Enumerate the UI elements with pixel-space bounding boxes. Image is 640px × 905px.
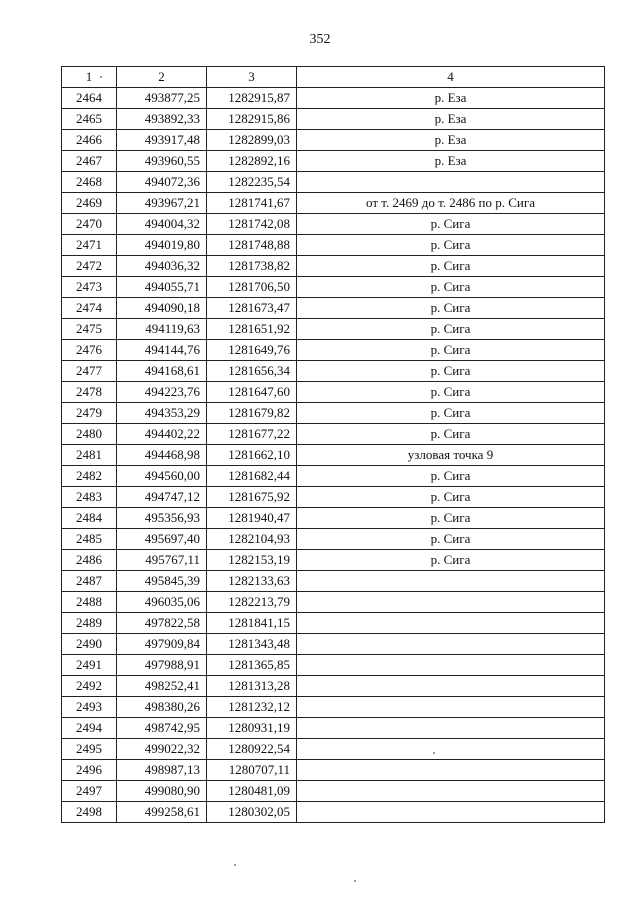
- table-row: [62, 739, 605, 760]
- x-coordinate-cell: 497822,58: [117, 613, 207, 634]
- x-coordinate-cell: 494747,12: [117, 487, 207, 508]
- description-cell: р. Сига: [297, 340, 605, 361]
- y-coordinate-cell: 1280707,11: [207, 760, 297, 781]
- x-coordinate-cell: 498380,26: [117, 697, 207, 718]
- point-number-cell: 2484: [62, 508, 117, 529]
- y-coordinate-cell: 1282899,03: [207, 130, 297, 151]
- x-coordinate-cell: 494055,71: [117, 277, 207, 298]
- description-cell: р. Сига: [297, 214, 605, 235]
- x-coordinate-cell: 495356,93: [117, 508, 207, 529]
- y-coordinate-cell: 1281940,47: [207, 508, 297, 529]
- point-number-cell: 2486: [62, 550, 117, 571]
- table-row: [62, 592, 605, 613]
- description-cell: р. Сига: [297, 256, 605, 277]
- y-coordinate-cell: 1280481,09: [207, 781, 297, 802]
- y-coordinate-cell: 1282915,87: [207, 88, 297, 109]
- x-coordinate-cell: 493967,21: [117, 193, 207, 214]
- table-row: [62, 109, 605, 130]
- page-number: 352: [309, 32, 331, 47]
- table-row: [62, 193, 605, 214]
- x-coordinate-cell: 493917,48: [117, 130, 207, 151]
- description-cell: р. Сига: [297, 361, 605, 382]
- table-row: [62, 298, 605, 319]
- point-number-cell: 2471: [62, 235, 117, 256]
- table-row: [62, 718, 605, 739]
- x-coordinate-cell: 493877,25: [117, 88, 207, 109]
- x-coordinate-cell: 494072,36: [117, 172, 207, 193]
- x-coordinate-cell: 493892,33: [117, 109, 207, 130]
- point-number-cell: 2473: [62, 277, 117, 298]
- table-row: [62, 151, 605, 172]
- x-coordinate-cell: 497988,91: [117, 655, 207, 676]
- description-cell: [297, 592, 605, 613]
- description-cell: р. Сига: [297, 382, 605, 403]
- point-number-cell: 2465: [62, 109, 117, 130]
- y-coordinate-cell: 1281649,76: [207, 340, 297, 361]
- point-number-cell: 2476: [62, 340, 117, 361]
- table-row: [62, 760, 605, 781]
- description-cell: [297, 172, 605, 193]
- description-cell: [297, 718, 605, 739]
- x-coordinate-cell: 494090,18: [117, 298, 207, 319]
- x-coordinate-cell: 496035,06: [117, 592, 207, 613]
- point-number-cell: 2495: [62, 739, 117, 760]
- y-coordinate-cell: 1280931,19: [207, 718, 297, 739]
- scan-speck: [354, 880, 356, 882]
- point-number-cell: 2474: [62, 298, 117, 319]
- point-number-cell: 2480: [62, 424, 117, 445]
- description-cell: [297, 802, 605, 823]
- point-number-cell: 2464: [62, 88, 117, 109]
- table-row: [62, 550, 605, 571]
- point-number-cell: 2494: [62, 718, 117, 739]
- point-number-cell: 2483: [62, 487, 117, 508]
- y-coordinate-cell: 1281662,10: [207, 445, 297, 466]
- table-row: [62, 382, 605, 403]
- y-coordinate-cell: 1281651,92: [207, 319, 297, 340]
- y-coordinate-cell: 1281232,12: [207, 697, 297, 718]
- y-coordinate-cell: 1281841,15: [207, 613, 297, 634]
- table-row: [62, 781, 605, 802]
- table-row: [62, 88, 605, 109]
- y-coordinate-cell: 1281738,82: [207, 256, 297, 277]
- y-coordinate-cell: 1281682,44: [207, 466, 297, 487]
- point-number-cell: 2477: [62, 361, 117, 382]
- x-coordinate-cell: 495845,39: [117, 571, 207, 592]
- table-row: [62, 508, 605, 529]
- description-cell: р. Сига: [297, 550, 605, 571]
- description-cell: р. Сига: [297, 403, 605, 424]
- y-coordinate-cell: 1281677,22: [207, 424, 297, 445]
- description-cell: узловая точка 9: [297, 445, 605, 466]
- point-number-cell: 2466: [62, 130, 117, 151]
- point-number-cell: 2492: [62, 676, 117, 697]
- header-col-3: 3: [207, 67, 297, 88]
- table-header-row: [62, 67, 605, 88]
- point-number-cell: 2489: [62, 613, 117, 634]
- y-coordinate-cell: 1282104,93: [207, 529, 297, 550]
- table-row: [62, 424, 605, 445]
- table-row: [62, 613, 605, 634]
- x-coordinate-cell: 494019,80: [117, 235, 207, 256]
- y-coordinate-cell: 1281742,08: [207, 214, 297, 235]
- description-cell: [297, 655, 605, 676]
- y-coordinate-cell: 1280922,54: [207, 739, 297, 760]
- point-number-cell: 2493: [62, 697, 117, 718]
- x-coordinate-cell: 494223,76: [117, 382, 207, 403]
- description-cell: [297, 634, 605, 655]
- point-number-cell: 2488: [62, 592, 117, 613]
- x-coordinate-cell: 498252,41: [117, 676, 207, 697]
- x-coordinate-cell: 493960,55: [117, 151, 207, 172]
- description-cell: р. Сига: [297, 508, 605, 529]
- table-row: [62, 634, 605, 655]
- x-coordinate-cell: 494144,76: [117, 340, 207, 361]
- y-coordinate-cell: 1281673,47: [207, 298, 297, 319]
- description-cell: [297, 676, 605, 697]
- x-coordinate-cell: 497909,84: [117, 634, 207, 655]
- x-coordinate-cell: 499258,61: [117, 802, 207, 823]
- y-coordinate-cell: 1281675,92: [207, 487, 297, 508]
- description-cell: р. Сига: [297, 466, 605, 487]
- point-number-cell: 2491: [62, 655, 117, 676]
- table-row: [62, 172, 605, 193]
- y-coordinate-cell: 1282892,16: [207, 151, 297, 172]
- table-row: [62, 256, 605, 277]
- scan-speck: [100, 76, 102, 78]
- point-number-cell: 2482: [62, 466, 117, 487]
- table-row: [62, 319, 605, 340]
- coordinates-table: [61, 66, 605, 823]
- table-row: [62, 403, 605, 424]
- y-coordinate-cell: 1281741,67: [207, 193, 297, 214]
- table-row: [62, 277, 605, 298]
- x-coordinate-cell: 494168,61: [117, 361, 207, 382]
- table-row: [62, 445, 605, 466]
- description-cell: [297, 613, 605, 634]
- x-coordinate-cell: 499080,90: [117, 781, 207, 802]
- description-cell: р. Еза: [297, 88, 605, 109]
- description-cell: р. Сига: [297, 235, 605, 256]
- table-body: [62, 88, 605, 823]
- y-coordinate-cell: 1281313,28: [207, 676, 297, 697]
- y-coordinate-cell: 1281343,48: [207, 634, 297, 655]
- description-cell: [297, 739, 605, 760]
- description-cell: р. Сига: [297, 424, 605, 445]
- y-coordinate-cell: 1282133,63: [207, 571, 297, 592]
- point-number-cell: 2487: [62, 571, 117, 592]
- y-coordinate-cell: 1281656,34: [207, 361, 297, 382]
- x-coordinate-cell: 498987,13: [117, 760, 207, 781]
- y-coordinate-cell: 1281679,82: [207, 403, 297, 424]
- header-col-4: 4: [297, 67, 605, 88]
- y-coordinate-cell: 1282915,86: [207, 109, 297, 130]
- y-coordinate-cell: 1280302,05: [207, 802, 297, 823]
- description-cell: р. Сига: [297, 319, 605, 340]
- y-coordinate-cell: 1281748,88: [207, 235, 297, 256]
- point-number-cell: 2481: [62, 445, 117, 466]
- table-row: [62, 235, 605, 256]
- table-row: [62, 130, 605, 151]
- description-cell: [297, 781, 605, 802]
- description-cell: р. Сига: [297, 529, 605, 550]
- description-cell: р. Еза: [297, 130, 605, 151]
- table-row: [62, 655, 605, 676]
- point-number-cell: 2470: [62, 214, 117, 235]
- table-row: [62, 361, 605, 382]
- x-coordinate-cell: 494560,00: [117, 466, 207, 487]
- scan-speck: [433, 752, 435, 754]
- description-cell: р. Еза: [297, 151, 605, 172]
- table-row: [62, 802, 605, 823]
- point-number-cell: 2468: [62, 172, 117, 193]
- x-coordinate-cell: 498742,95: [117, 718, 207, 739]
- x-coordinate-cell: 494402,22: [117, 424, 207, 445]
- x-coordinate-cell: 494036,32: [117, 256, 207, 277]
- point-number-cell: 2478: [62, 382, 117, 403]
- description-cell: [297, 571, 605, 592]
- table-row: [62, 571, 605, 592]
- x-coordinate-cell: 494468,98: [117, 445, 207, 466]
- table-row: [62, 340, 605, 361]
- point-number-cell: 2490: [62, 634, 117, 655]
- table-row: [62, 529, 605, 550]
- point-number-cell: 2467: [62, 151, 117, 172]
- table-row: [62, 676, 605, 697]
- y-coordinate-cell: 1282153,19: [207, 550, 297, 571]
- point-number-cell: 2469: [62, 193, 117, 214]
- description-cell: [297, 760, 605, 781]
- point-number-cell: 2485: [62, 529, 117, 550]
- table-row: [62, 214, 605, 235]
- header-col-2: 2: [117, 67, 207, 88]
- point-number-cell: 2497: [62, 781, 117, 802]
- y-coordinate-cell: 1281365,85: [207, 655, 297, 676]
- y-coordinate-cell: 1282235,54: [207, 172, 297, 193]
- x-coordinate-cell: 494119,63: [117, 319, 207, 340]
- table-row: [62, 466, 605, 487]
- point-number-cell: 2479: [62, 403, 117, 424]
- y-coordinate-cell: 1281706,50: [207, 277, 297, 298]
- x-coordinate-cell: 494004,32: [117, 214, 207, 235]
- table-row: [62, 697, 605, 718]
- x-coordinate-cell: 495697,40: [117, 529, 207, 550]
- x-coordinate-cell: 495767,11: [117, 550, 207, 571]
- point-number-cell: 2475: [62, 319, 117, 340]
- x-coordinate-cell: 494353,29: [117, 403, 207, 424]
- description-cell: р. Сига: [297, 277, 605, 298]
- y-coordinate-cell: 1282213,79: [207, 592, 297, 613]
- point-number-cell: 2472: [62, 256, 117, 277]
- y-coordinate-cell: 1281647,60: [207, 382, 297, 403]
- x-coordinate-cell: 499022,32: [117, 739, 207, 760]
- description-cell: р. Еза: [297, 109, 605, 130]
- header-col-1: 1: [62, 67, 117, 88]
- table-row: [62, 487, 605, 508]
- scan-speck: [234, 864, 236, 866]
- description-cell: [297, 697, 605, 718]
- description-cell: р. Сига: [297, 487, 605, 508]
- description-cell: от т. 2469 до т. 2486 по р. Сига: [297, 193, 605, 214]
- point-number-cell: 2496: [62, 760, 117, 781]
- point-number-cell: 2498: [62, 802, 117, 823]
- description-cell: р. Сига: [297, 298, 605, 319]
